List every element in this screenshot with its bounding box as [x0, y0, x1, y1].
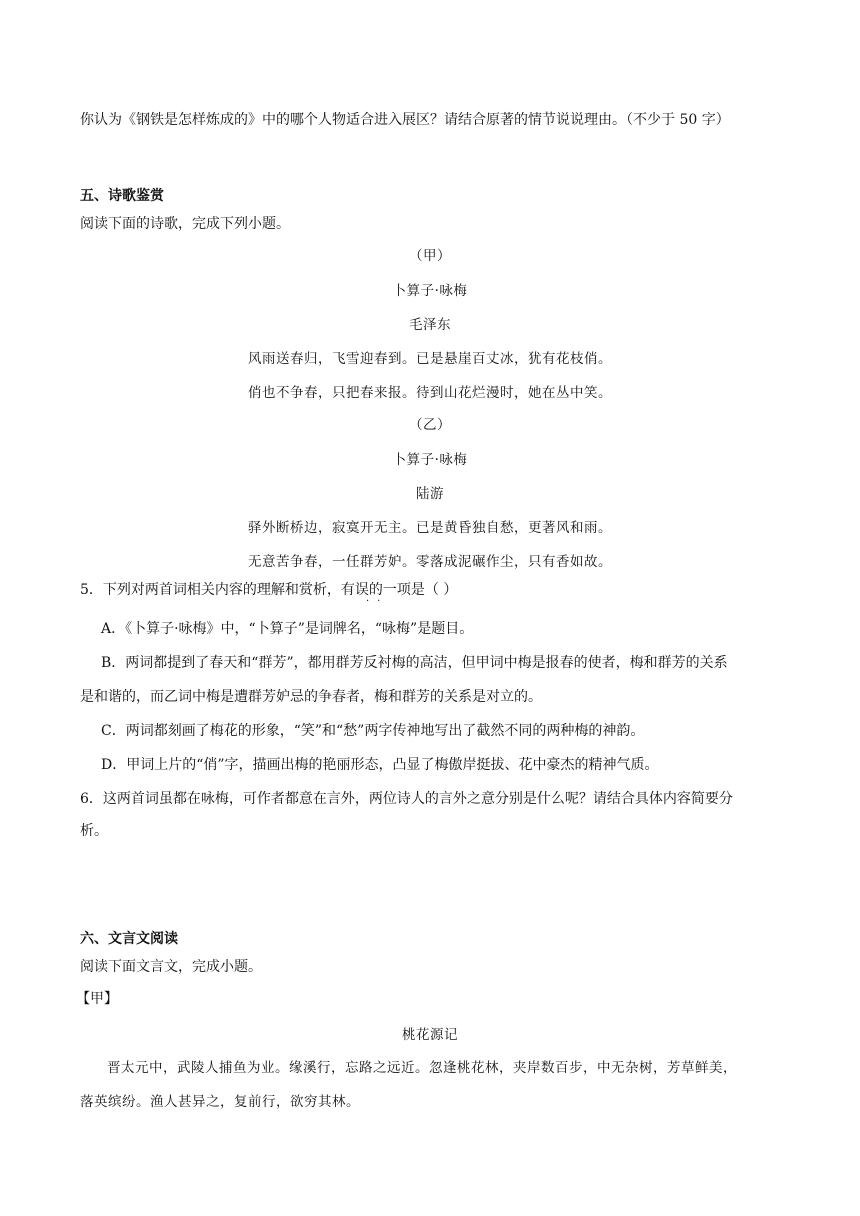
poem-b-label: （乙） [409, 417, 451, 433]
section6-heading: 六、文言文阅读 [80, 931, 178, 947]
poem-b-line-1: 驿外断桥边，寂寞开无主。已是黄昏独自愁，更著风和雨。 [248, 520, 612, 536]
intro-question: 你认为《钢铁是怎样炼成的》中的哪个人物适合进入展区？请结合原著的情节说说理由。（不少于 50 字） [80, 112, 730, 128]
question-6-line-1: 6．这两首词虽都在咏梅，可作者都意在言外，两位诗人的言外之意分别是什么呢？请结合具体内容简要分 [80, 791, 733, 807]
q5-option-b-line-1: B．两词都提到了春天和“群芳”，都用群芳反衬梅的高洁，但甲词中梅是报春的使者，梅和群芳的关系 [101, 655, 728, 671]
question-6-line-2: 析。 [80, 823, 108, 839]
q5-option-b-line-2: 是和谐的，而乙词中梅是遭群芳妒忌的争春者，梅和群芳的关系是对立的。 [80, 689, 542, 705]
poem-a-author: 毛泽东 [409, 317, 451, 333]
emphasis-dots: ·· [366, 596, 389, 607]
classical-text-line-1: 晋太元中，武陵人捕鱼为业。缘溪行，忘路之远近。忽逢桃花林，夹岸数百步，中无杂树，芳草鲜美， [107, 1060, 737, 1076]
part-label-jia: 【甲】 [76, 991, 118, 1007]
section5-heading: 五、诗歌鉴赏 [80, 188, 164, 204]
q5-option-d: D．甲词上片的“俏”字，描画出梅的艳丽形态，凸显了梅傲岸挺拔、花中豪杰的精神气质。 [101, 757, 659, 773]
poem-a-line-2: 俏也不争春，只把春来报。待到山花烂漫时，她在丛中笑。 [248, 385, 612, 401]
poem-a-title: 卜算子·咏梅 [392, 283, 468, 299]
section5-instruction: 阅读下面的诗歌，完成下列小题。 [80, 216, 290, 232]
section6-instruction: 阅读下面文言文，完成小题。 [80, 959, 262, 975]
q5-option-c: C．两词都刻画了梅花的形象，“笑”和“愁”两字传神地写出了截然不同的两种梅的神韵。 [101, 723, 645, 739]
poem-a-line-1: 风雨送春归，飞雪迎春到。已是悬崖百丈冰，犹有花枝俏。 [248, 351, 612, 367]
classical-text-line-2: 落英缤纷。渔人甚异之，复前行，欲穷其林。 [80, 1094, 360, 1110]
poem-a-label: （甲） [409, 248, 451, 264]
poem-b-line-2: 无意苦争春，一任群芳妒。零落成泥碾作尘，只有香如故。 [248, 554, 612, 570]
classical-text-title: 桃花源记 [402, 1027, 458, 1043]
poem-b-author: 陆游 [416, 486, 444, 502]
q5-option-a: A．《卜算子·咏梅》中，“卜算子”是词牌名，“咏梅”是题目。 [101, 621, 474, 637]
question-5-stem: 5．下列对两首词相关内容的理解和赏析，有误的一项是（ ） [80, 582, 458, 598]
poem-b-title: 卜算子·咏梅 [392, 452, 468, 468]
